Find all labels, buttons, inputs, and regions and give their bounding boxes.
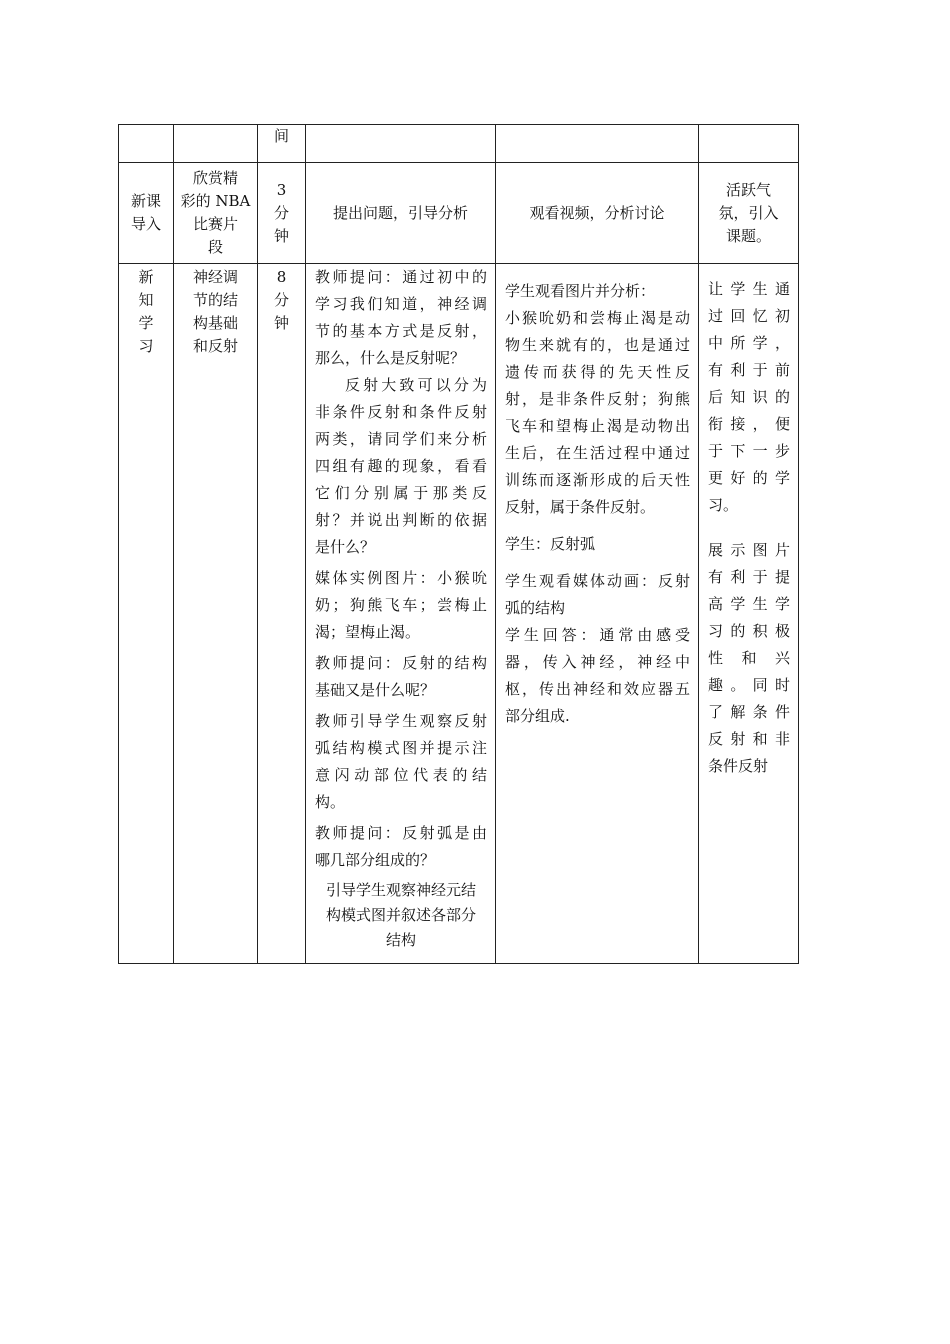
cell-stage-new bbox=[119, 264, 174, 964]
stage-line: 新课 bbox=[130, 192, 161, 210]
student-line: 物生来就有的，也是通过 bbox=[505, 336, 690, 354]
student-line: 器，传入神经，神经中 bbox=[505, 653, 690, 671]
teacher-line: 是什么？ bbox=[315, 538, 376, 556]
time-fragment-text: 间 bbox=[273, 127, 289, 145]
intent-line: 有利于前 bbox=[708, 361, 790, 379]
cell-teacher-intro bbox=[306, 163, 496, 264]
teacher-line: 渴；望梅止渴。 bbox=[315, 623, 421, 641]
cell-intent-new bbox=[699, 264, 799, 964]
teacher-line: 节的基本方式是反射， bbox=[315, 322, 487, 340]
intent-line: 有利于提 bbox=[708, 568, 790, 586]
teacher-line: 奶；狗熊飞车；尝梅止 bbox=[315, 596, 487, 614]
teacher-paragraph bbox=[315, 820, 487, 874]
teacher-paragraph bbox=[315, 372, 487, 561]
student-paragraph bbox=[505, 622, 690, 730]
intent-line: 课题。 bbox=[725, 226, 771, 245]
cell-intent-intro bbox=[699, 163, 799, 264]
teacher-line: 教师引导学生观察反射 bbox=[315, 712, 487, 730]
student-paragraph bbox=[505, 568, 690, 622]
cell-content-intro bbox=[174, 163, 258, 264]
intent-line: 习的积极 bbox=[708, 622, 790, 640]
student-paragraph bbox=[505, 278, 690, 521]
lesson-plan-table bbox=[118, 124, 799, 964]
intent-line: 习。 bbox=[708, 496, 739, 514]
teacher-line: 弧结构模式图并提示注 bbox=[315, 739, 487, 757]
student-line: 学生观看媒体动画：反射 bbox=[505, 572, 690, 590]
teacher-paragraph bbox=[315, 878, 487, 953]
content-line: 节的结 bbox=[192, 291, 238, 309]
student-paragraph bbox=[505, 531, 690, 558]
teacher-line: 它们分别属于那类反 bbox=[315, 484, 487, 502]
cell-time-intro bbox=[258, 163, 306, 264]
intent-line: 更好的学 bbox=[708, 469, 790, 487]
student-line: 弧的结构 bbox=[505, 599, 566, 617]
table-row-new-learning bbox=[119, 264, 799, 964]
teacher-line: 媒体实例图片：小猴吮 bbox=[315, 569, 487, 587]
student-activity-text: 观看视频，分析讨论 bbox=[529, 203, 665, 222]
cell-stage-empty bbox=[119, 125, 174, 163]
teacher-line: 构模式图并叙述各部分 bbox=[325, 906, 476, 924]
student-line: 反射，属于条件反射。 bbox=[505, 498, 656, 516]
teacher-paragraph bbox=[315, 565, 487, 646]
stage-line: 知 bbox=[138, 291, 154, 309]
teacher-line: 非条件反射和条件反射 bbox=[315, 403, 487, 421]
cell-time-header-fragment bbox=[258, 125, 306, 163]
content-line: 欣赏精 bbox=[192, 169, 238, 187]
student-line: 小猴吮奶和尝梅止渴是动 bbox=[505, 309, 690, 327]
teacher-line: 反射大致可以分为 bbox=[345, 376, 487, 394]
teacher-line: 教师提问：反射的结构 bbox=[315, 654, 487, 672]
teacher-line: 两类，请同学们来分析 bbox=[315, 430, 487, 448]
cell-student-empty bbox=[496, 125, 699, 163]
content-line: 彩的 NBA bbox=[180, 192, 251, 210]
student-line: 飞车和望梅止渴是动物出 bbox=[505, 417, 690, 435]
content-line: 和反射 bbox=[192, 337, 238, 355]
table-row-intro bbox=[119, 163, 799, 264]
stage-line: 导入 bbox=[130, 215, 161, 233]
teacher-activity-text: 提出问题，引导分析 bbox=[332, 203, 468, 222]
teacher-line: 学习我们知道，神经调 bbox=[315, 295, 487, 313]
stage-line: 新 bbox=[138, 268, 154, 286]
teacher-line: 构。 bbox=[315, 793, 346, 811]
time-line: 8 bbox=[276, 268, 287, 286]
intent-line: 衔接，便 bbox=[708, 415, 790, 433]
teacher-line: 那么，什么是反射呢？ bbox=[315, 349, 466, 367]
time-line: 3 bbox=[276, 180, 287, 199]
intent-line: 过回忆初 bbox=[708, 307, 790, 325]
intent-line: 了解条件 bbox=[708, 703, 790, 721]
content-line: 段 bbox=[207, 238, 223, 256]
content-line: 神经调 bbox=[192, 268, 238, 286]
student-line: 学生观看图片并分析： bbox=[505, 282, 656, 300]
student-line: 训练而逐渐形成的后天性 bbox=[505, 471, 690, 489]
student-line: 部分组成. bbox=[505, 707, 570, 725]
content-line: 构基础 bbox=[192, 314, 238, 332]
stage-line: 习 bbox=[138, 337, 154, 355]
teacher-line: 哪几部分组成的？ bbox=[315, 851, 436, 869]
cell-teacher-empty bbox=[306, 125, 496, 163]
intent-line: 活跃气 bbox=[725, 180, 771, 199]
cell-content-empty bbox=[174, 125, 258, 163]
student-line: 学生回答：通常由感受 bbox=[505, 626, 690, 644]
teacher-paragraph bbox=[315, 264, 487, 372]
teacher-line: 教师提问：反射弧是由 bbox=[315, 824, 487, 842]
intent-line: 趣。同时 bbox=[708, 676, 790, 694]
teacher-paragraph bbox=[315, 708, 487, 816]
cell-intent-empty bbox=[699, 125, 799, 163]
intent-line: 于下一步 bbox=[708, 442, 790, 460]
intent-line: 后知识的 bbox=[708, 388, 790, 406]
cell-stage-intro bbox=[119, 163, 174, 264]
cell-time-new bbox=[258, 264, 306, 964]
teacher-paragraph bbox=[315, 650, 487, 704]
stage-line: 学 bbox=[138, 314, 154, 332]
teacher-line: 意闪动部位代表的结 bbox=[315, 766, 487, 784]
student-line: 遗传而获得的先天性反 bbox=[505, 363, 690, 381]
intent-line: 性 和 兴 bbox=[708, 649, 790, 667]
table-row-partial bbox=[119, 125, 799, 163]
teacher-line: 结构 bbox=[385, 931, 416, 949]
intent-paragraph bbox=[708, 276, 790, 519]
intent-paragraph bbox=[708, 537, 790, 780]
student-line: 枢，传出神经和效应器五 bbox=[505, 680, 690, 698]
intent-line: 高学生学 bbox=[708, 595, 790, 613]
content-line: 比赛片 bbox=[192, 215, 238, 233]
intent-line: 氛，引入 bbox=[718, 203, 779, 222]
teacher-line: 射？并说出判断的依据 bbox=[315, 511, 487, 529]
intent-line: 展示图片 bbox=[708, 541, 790, 559]
time-line: 钟 bbox=[273, 314, 289, 332]
cell-teacher-new bbox=[306, 264, 496, 964]
time-line: 分 bbox=[273, 203, 289, 222]
cell-student-intro bbox=[496, 163, 699, 264]
teacher-line: 四组有趣的现象，看看 bbox=[315, 457, 487, 475]
student-line: 生后，在生活过程中通过 bbox=[505, 444, 690, 462]
intent-line: 中所学， bbox=[708, 334, 790, 352]
time-line: 钟 bbox=[273, 226, 289, 245]
teacher-line: 引导学生观察神经元结 bbox=[325, 881, 476, 899]
time-line: 分 bbox=[273, 291, 289, 309]
intent-line: 让学生通 bbox=[708, 280, 790, 298]
cell-content-new bbox=[174, 264, 258, 964]
teacher-line: 基础又是什么呢？ bbox=[315, 681, 436, 699]
intent-line: 反射和非 bbox=[708, 730, 790, 748]
intent-line: 条件反射 bbox=[708, 757, 769, 775]
cell-student-new bbox=[496, 264, 699, 964]
teacher-line: 教师提问：通过初中的 bbox=[315, 268, 487, 286]
student-line: 射，是非条件反射；狗熊 bbox=[505, 390, 690, 408]
student-line: 学生：反射弧 bbox=[505, 535, 596, 553]
